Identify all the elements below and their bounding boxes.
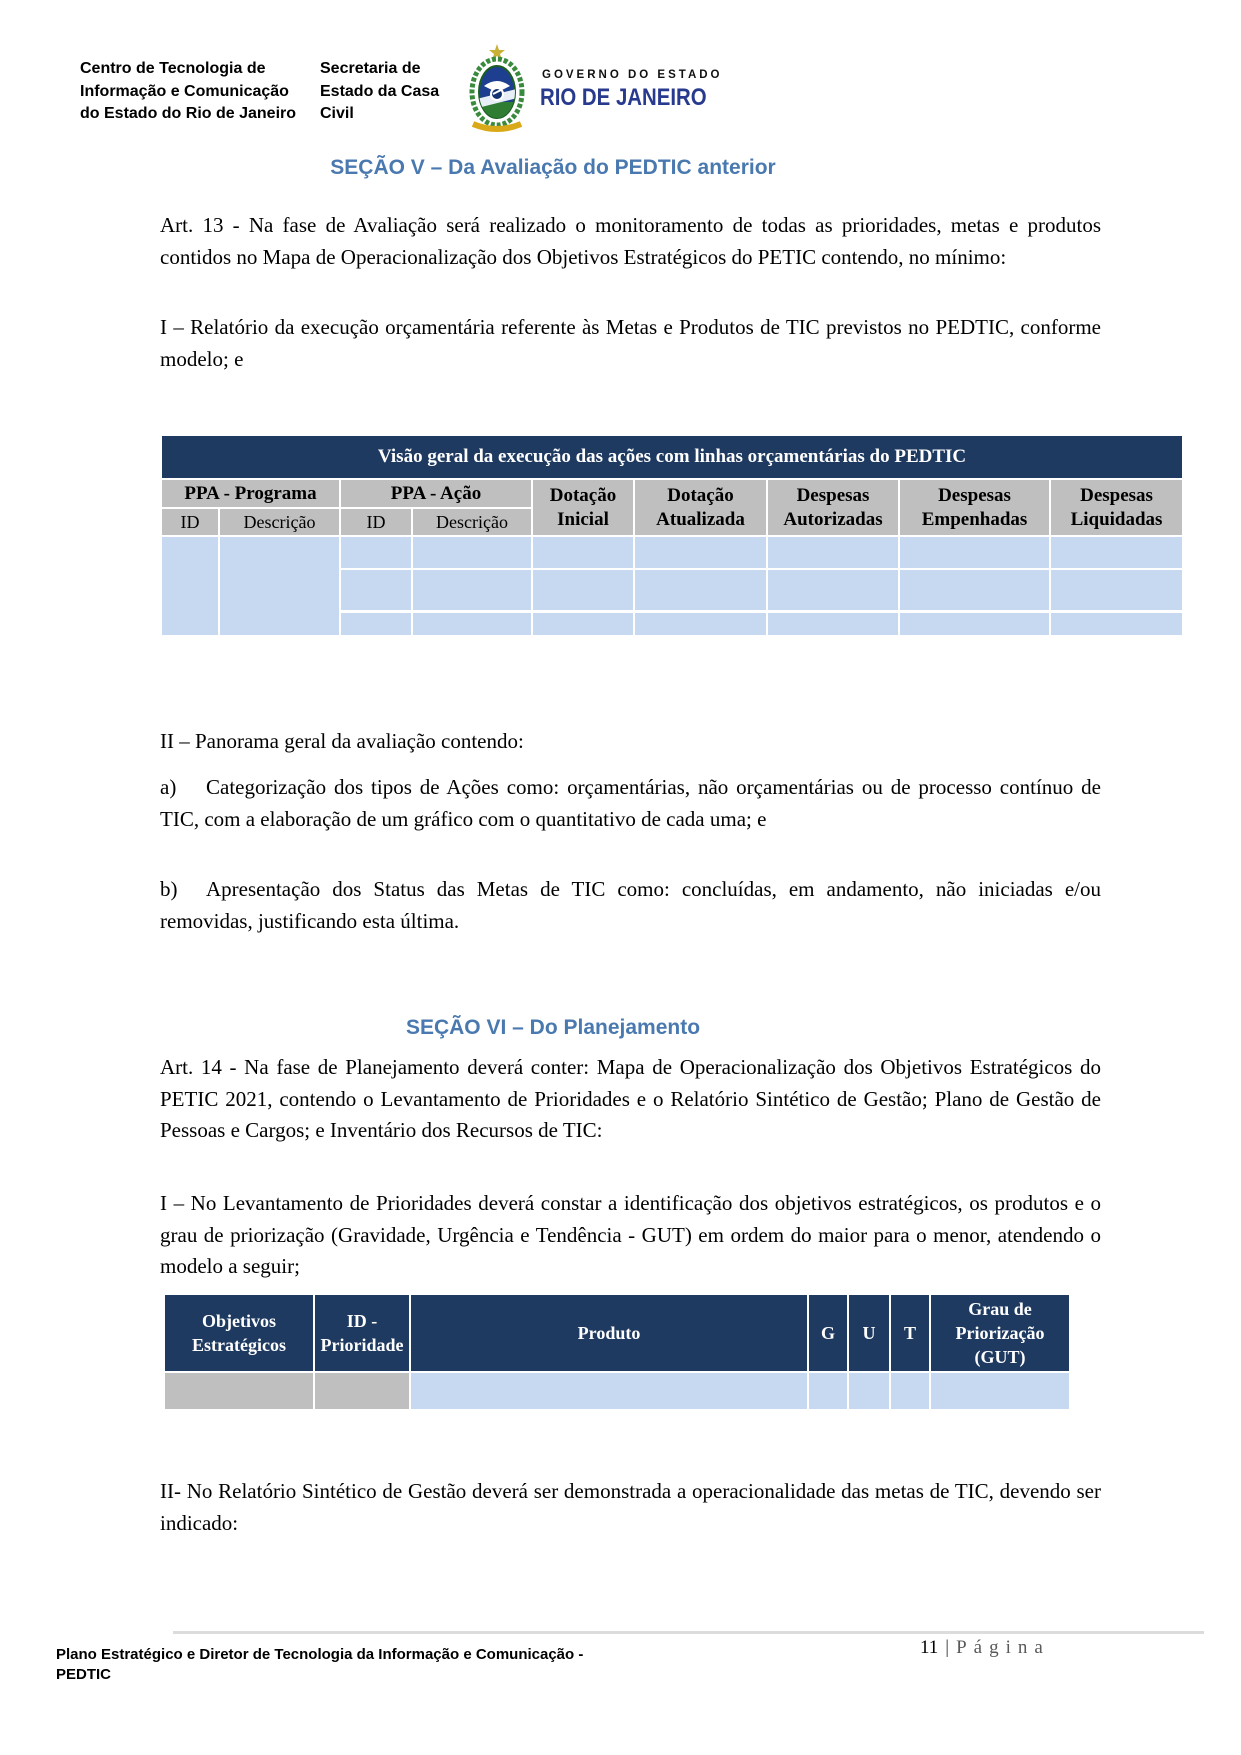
column-header-despesas-autorizadas: Despesas Autorizadas — [767, 479, 899, 536]
org-name-cti — [80, 58, 296, 126]
budget-execution-table — [160, 434, 1184, 637]
logo-text — [540, 65, 736, 112]
column-header-objetivos-estrategicos: Objetivos Estratégicos — [164, 1294, 314, 1372]
table-cell — [808, 1372, 848, 1410]
logo-rio-de-janeiro: RIO DE JANEIRO — [540, 83, 707, 111]
table-cell — [164, 1372, 314, 1410]
gut-priorities-table — [163, 1293, 1071, 1411]
org-line: Centro de Tecnologia de — [80, 60, 266, 77]
table-cell — [532, 612, 634, 637]
list-text-a: Categorização dos tipos de Ações como: orçamentárias, não orçamentárias ou de processo contínuo de TIC, com a elaboração de um gráfico com o quantitativo de cada uma; e — [160, 775, 1101, 831]
logo-governo-do-estado: GOVERNO DO ESTADO — [542, 68, 723, 81]
footer-divider — [173, 1631, 1204, 1634]
section-vi-title: SEÇÃO VI – Do Planejamento — [405, 1016, 701, 1039]
column-header-id: ID — [340, 508, 412, 536]
table-cell — [848, 1372, 890, 1410]
paragraph-item-i: I – Relatório da execução orçamentária referente às Metas e Produtos de TIC previstos no PEDTIC, conforme modelo; e — [160, 315, 1101, 371]
table-cell — [314, 1372, 410, 1410]
table-cell — [634, 612, 767, 637]
table-cell — [1050, 612, 1183, 637]
table-cell — [890, 1372, 930, 1410]
table-cell — [930, 1372, 1070, 1410]
column-header-id-prioridade: ID - Prioridade — [314, 1294, 410, 1372]
org-line: do Estado do Rio de Janeiro — [80, 105, 297, 122]
page-number-separator: | — [945, 1637, 950, 1658]
page-number-value: 11 — [920, 1637, 939, 1658]
column-header-g: G — [808, 1294, 848, 1372]
column-header-despesas-liquidadas: Despesas Liquidadas — [1050, 479, 1183, 536]
paragraph-item-a — [160, 772, 1101, 835]
table-cell — [899, 536, 1050, 569]
org-line: Secretaria de — [320, 60, 421, 77]
paragraph-item-b — [160, 874, 1101, 937]
paragraph-art14: Art. 14 - Na fase de Planejamento deverá conter: Mapa de Operacionalização dos Objetivos Estratégicos do PETIC 2021, contendo o Levantamento de Prioridades e o Relatório Sintético de Gestão; Plano de Gestão de Pessoas e Cargos; e Inventário dos Recursos de TIC: — [160, 1055, 1101, 1143]
table-cell — [1050, 536, 1183, 569]
table-cell — [767, 536, 899, 569]
column-header-despesas-empenhadas: Despesas Empenhadas — [899, 479, 1050, 536]
column-header-dotacao-atualizada: Dotação Atualizada — [634, 479, 767, 536]
org-line: Estado da Casa — [320, 82, 440, 100]
table-cell — [340, 612, 412, 637]
table-cell — [340, 536, 412, 569]
paragraph-item-ii: II – Panorama geral da avaliação contendo: — [160, 729, 524, 753]
org-name-casa-civil — [320, 58, 439, 126]
table-cell — [412, 612, 532, 637]
table-cell — [219, 536, 340, 636]
column-header-descricao: Descrição — [219, 508, 340, 536]
column-header-produto: Produto — [410, 1294, 808, 1372]
table-cell — [410, 1372, 808, 1410]
table-cell — [899, 612, 1050, 637]
column-group-ppa-programa: PPA - Programa — [161, 479, 340, 508]
table-cell — [767, 569, 899, 612]
table-cell — [899, 569, 1050, 612]
footer-line-1: Plano Estratégico e Diretor de Tecnologia da Informação e Comunicação - — [56, 1646, 584, 1663]
paragraph-item-ii-vi: II- No Relatório Sintético de Gestão deverá ser demonstrada a operacionalidade das metas de TIC, devendo ser indicado: — [160, 1479, 1101, 1535]
page-number — [920, 1637, 1050, 1659]
paragraph-item-i-vi: I – No Levantamento de Prioridades deverá constar a identificação dos objetivos estratégicos, os produtos e o grau de priorização (Gravidade, Urgência e Tendência - GUT) em ordem do maior para o menor, atendendo o modelo a seguir; — [160, 1191, 1101, 1279]
column-header-u: U — [848, 1294, 890, 1372]
footer-document-title — [56, 1645, 583, 1685]
footer-line-2: PEDTIC — [56, 1666, 112, 1683]
table-cell — [634, 569, 767, 612]
list-label-b: b) — [160, 877, 178, 901]
table-cell — [532, 569, 634, 612]
table-cell — [1050, 569, 1183, 612]
column-header-id: ID — [161, 508, 219, 536]
table-cell — [634, 536, 767, 569]
column-group-ppa-acao: PPA - Ação — [340, 479, 532, 508]
org-line: Civil — [320, 105, 354, 122]
table-cell — [161, 536, 219, 636]
table-cell — [532, 536, 634, 569]
page-number-label: Página — [956, 1637, 1050, 1658]
rio-de-janeiro-crest-icon — [466, 42, 528, 134]
list-label-a: a) — [160, 775, 177, 799]
section-v-title: SEÇÃO V – Da Avaliação do PEDTIC anterior — [330, 156, 776, 179]
column-header-descricao: Descrição — [412, 508, 532, 536]
paragraph-art13: Art. 13 - Na fase de Avaliação será realizado o monitoramento de todas as prioridades, metas e produtos contidos no Mapa de Operacionalização dos Objetivos Estratégicos do PETIC contendo, no mínimo: — [160, 213, 1101, 269]
table-cell — [412, 536, 532, 569]
table-title: Visão geral da execução das ações com linhas orçamentárias do PEDTIC — [161, 435, 1183, 479]
table-cell — [340, 569, 412, 612]
column-header-dotacao-inicial: Dotação Inicial — [532, 479, 634, 536]
list-text-b: Apresentação dos Status das Metas de TIC como: concluídas, em andamento, não iniciadas e/ou removidas, justificando esta última. — [160, 877, 1101, 933]
table-cell — [412, 569, 532, 612]
column-header-t: T — [890, 1294, 930, 1372]
table-cell — [767, 612, 899, 637]
gov-rj-logo — [466, 42, 736, 134]
org-line: Informação e Comunicação — [80, 82, 289, 100]
column-header-grau-priorizacao: Grau de Priorização (GUT) — [930, 1294, 1070, 1372]
